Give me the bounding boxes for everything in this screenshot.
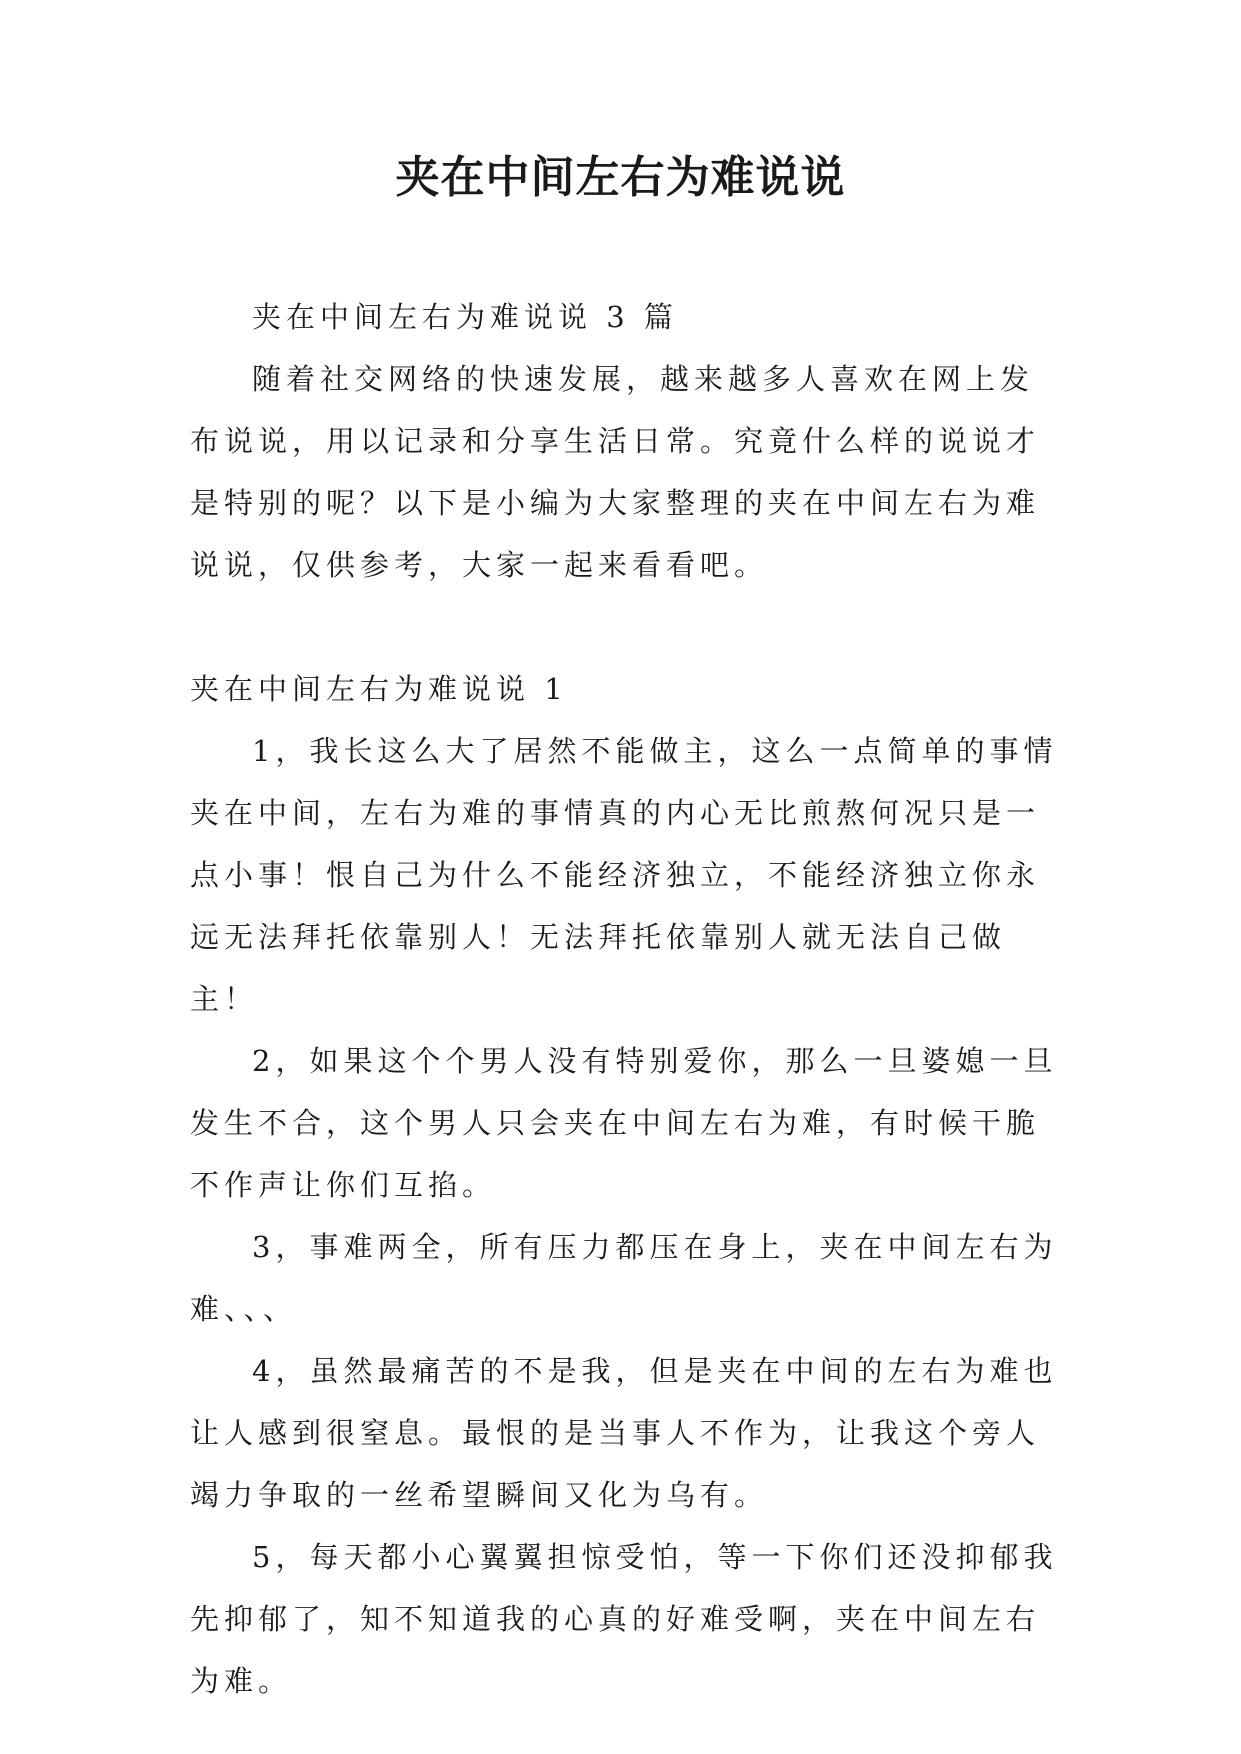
list-item: 4，虽然最痛苦的不是我，但是夹在中间的左右为难也让人感到很窒息。最恨的是当事人不作为，让我这个旁人竭力争取的一丝希望瞬间又化为乌有。: [190, 1354, 1058, 1512]
list-item: 2，如果这个个男人没有特别爱你，那么一旦婆媳一旦发生不合，这个男人只会夹在中间左右为难，有时候干脆不作声让你们互掐。: [190, 1044, 1058, 1202]
section-heading: 夹在中间左右为难说说 1: [190, 672, 568, 706]
document-body: [190, 286, 1064, 1712]
document-subtitle: 夹在中间左右为难说说 3 篇: [252, 300, 678, 334]
document-title: 夹在中间左右为难说说: [395, 152, 846, 203]
list-item: 5，每天都小心翼翼担惊受怕，等一下你们还没抑郁我先抑郁了，知不知道我的心真的好难受啊，夹在中间左右为难。: [190, 1540, 1058, 1698]
list-item: 1，我长这么大了居然不能做主，这么一点简单的事情夹在中间，左右为难的事情真的内心无比煎熬何况只是一点小事！恨自己为什么不能经济独立，不能经济独立你永远无法拜托依靠别人！无法拜托依靠别人就无法自己做主！: [190, 734, 1058, 1016]
list-item: 3，事难两全，所有压力都压在身上，夹在中间左右为难、、、: [190, 1230, 1058, 1326]
paragraph-spacer: [190, 596, 1064, 658]
intro-paragraph: 随着社交网络的快速发展，越来越多人喜欢在网上发布说说，用以记录和分享生活日常。究竟什么样的说说才是特别的呢？以下是小编为大家整理的夹在中间左右为难说说，仅供参考，大家一起来看看吧。: [190, 362, 1041, 582]
